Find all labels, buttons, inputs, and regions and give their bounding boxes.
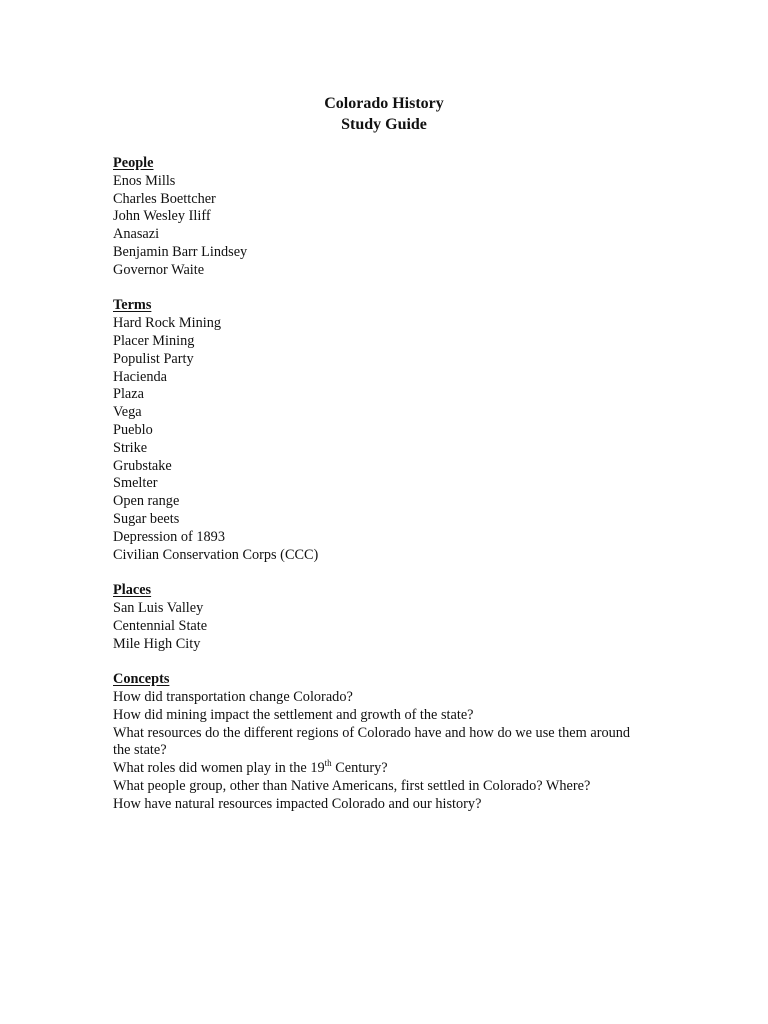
list-item: Smelter: [113, 475, 158, 492]
list-item: Enos Mills: [113, 172, 176, 189]
concept-question: How did mining impact the settlement and growth of the state?: [113, 706, 474, 723]
section-concepts: [113, 671, 633, 813]
list-item: Centennial State: [113, 617, 208, 634]
document-body: [113, 155, 633, 831]
list-item: Hacienda: [113, 368, 167, 385]
list-item: Populist Party: [113, 350, 194, 367]
list-item: Placer Mining: [113, 332, 195, 349]
ordinal-superscript: th: [324, 758, 332, 769]
list-item: Open range: [113, 493, 180, 510]
concept-question-text: Century?: [331, 760, 388, 777]
list-item: Mile High City: [113, 635, 201, 652]
title-line-2: Study Guide: [341, 116, 427, 133]
section-heading-people: People: [113, 155, 154, 171]
section-people: [113, 155, 633, 280]
document-title: [0, 93, 768, 135]
concept-question: [113, 760, 633, 778]
list-item: Benjamin Barr Lindsey: [113, 243, 248, 260]
section-places: [113, 582, 633, 653]
list-item: Sugar beets: [113, 510, 180, 527]
concept-question: How did transportation change Colorado?: [113, 688, 353, 705]
title-line-1: Colorado History: [324, 95, 444, 112]
concept-question-text: What roles did women play in the 19: [113, 760, 325, 777]
section-heading-concepts: Concepts: [113, 671, 170, 688]
concept-question: What resources do the different regions of Colorado have and how do we use them around the state?: [113, 724, 631, 759]
list-item: John Wesley Iliff: [113, 208, 211, 225]
list-item: Plaza: [113, 386, 144, 403]
list-item: Hard Rock Mining: [113, 315, 222, 332]
concept-question: How have natural resources impacted Colorado and our history?: [113, 795, 482, 812]
list-item: Strike: [113, 439, 148, 456]
list-item: San Luis Valley: [113, 599, 204, 616]
section-terms: [113, 297, 633, 564]
section-heading-terms: Terms: [113, 297, 152, 314]
list-item: Charles Boettcher: [113, 190, 216, 207]
list-item: Civilian Conservation Corps (CCC): [113, 546, 319, 563]
section-heading-places: Places: [113, 582, 152, 599]
list-item: Depression of 1893: [113, 528, 225, 545]
list-item: Vega: [113, 404, 142, 421]
list-item: Anasazi: [113, 226, 160, 243]
concept-question: What people group, other than Native Americans, first settled in Colorado? Where?: [113, 777, 591, 794]
list-item: Governor Waite: [113, 261, 205, 278]
list-item: Grubstake: [113, 457, 172, 474]
list-item: Pueblo: [113, 421, 153, 438]
